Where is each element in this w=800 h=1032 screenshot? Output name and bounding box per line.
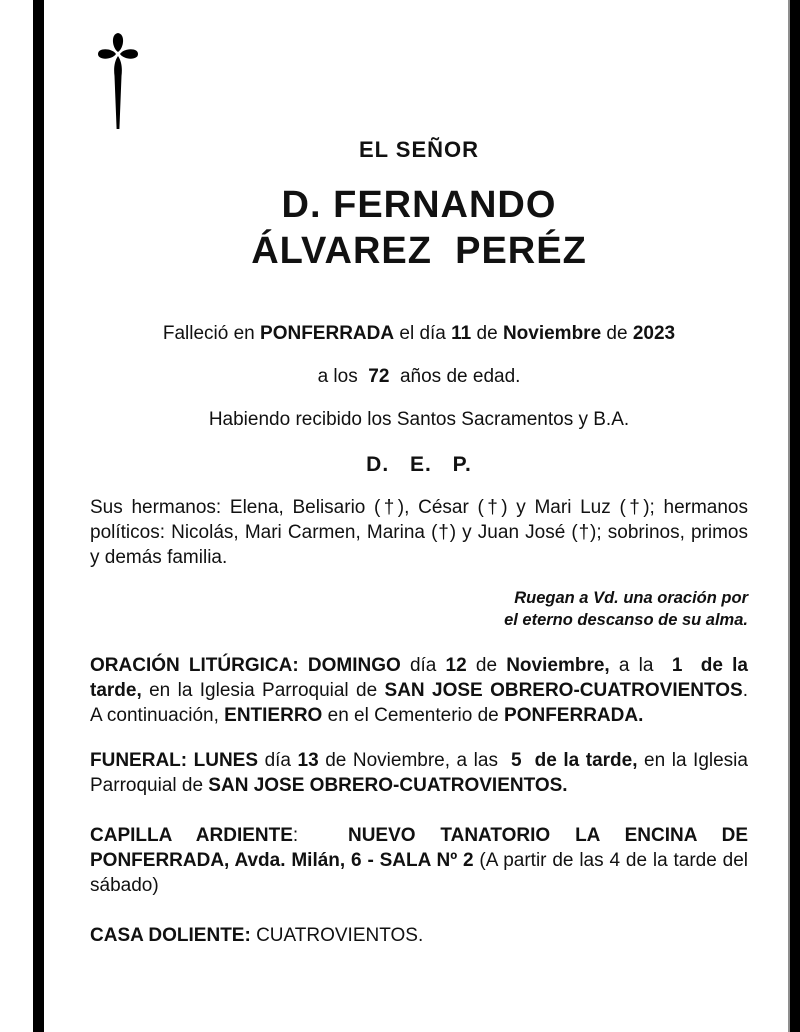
deceased-name-line2: ÁLVAREZ PERÉZ (251, 230, 587, 272)
deceased-name-line1: D. FERNANDO (281, 184, 557, 226)
honorific-title: EL SEÑOR (358, 137, 480, 162)
obituary-content (90, 0, 748, 948)
age-line: a los 72 años de edad. (317, 366, 521, 387)
latin-cross-icon (95, 28, 141, 130)
left-border-rule (33, 0, 44, 1032)
sacraments-line: Habiendo recibido los Santos Sacramentos y B.A. (208, 409, 630, 430)
mourning-house-paragraph: CASA DOLIENTE: CUATROVIENTOS. (90, 925, 424, 946)
dep-abbreviation: D. E. P. (366, 453, 472, 476)
wake-chapel-paragraph: CAPILLA ARDIENTE: NUEVO TANATORIO LA ENCINA DE PONFERRADA, Avda. Milán, 6 - SALA Nº 2 (A partir de las 4 de la tarde del sábado) (90, 825, 749, 896)
prayer-line-1: Ruegan a Vd. una oración por (514, 589, 748, 607)
death-date-line: Falleció en PONFERRADA el día 11 de Noviembre de 2023 (162, 323, 676, 344)
deceased-name (90, 182, 748, 274)
prayer-line-2: el eterno descanso de su alma. (504, 611, 748, 629)
family-paragraph: Sus hermanos: Elena, Belisario (†), César (†) y Mari Luz (†); hermanos políticos: Nicolás, Mari Carmen, Marina (†) y Juan José (†); sobrinos, primos y demás familia. (90, 497, 748, 568)
right-border-rule (788, 0, 800, 1032)
prayer-request (90, 587, 748, 631)
liturgy-paragraph: ORACIÓN LITÚRGICA: DOMINGO día 12 de Noviembre, a la 1 de la tarde, en la Iglesia Parroquial de SAN JOSE OBRERO-CUATROVIENTOS. A continuación, ENTIERRO en el Cementerio de PONFERRADA. (90, 655, 748, 726)
funeral-paragraph: FUNERAL: LUNES día 13 de Noviembre, a las 5 de la tarde, en la Iglesia Parroquial de SAN JOSE OBRERO-CUATROVIENTOS. (90, 750, 748, 796)
